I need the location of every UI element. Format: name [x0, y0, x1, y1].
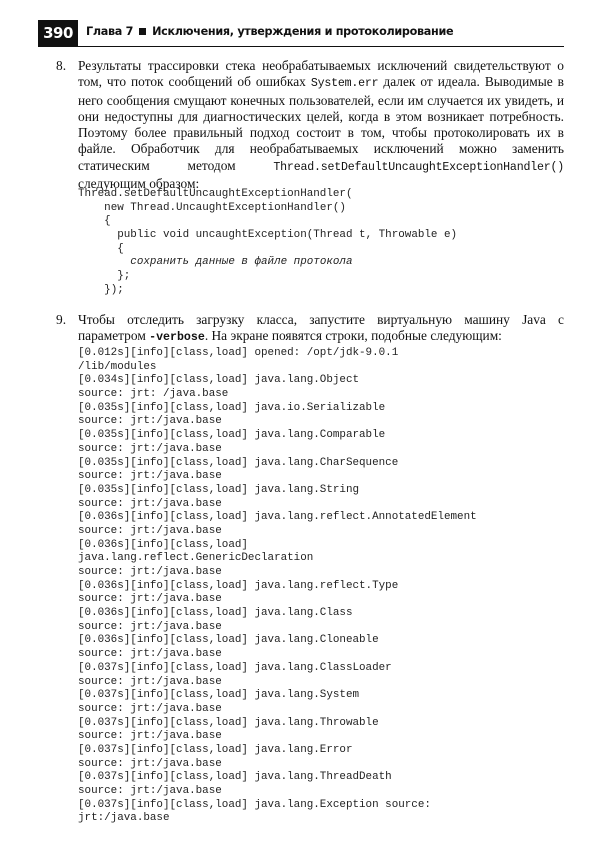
page-number: 390	[38, 20, 78, 46]
paragraph-text: . На экране появятся строки, подобные следующим:	[204, 328, 502, 344]
log-line: source: jrt:/java.base	[78, 648, 222, 661]
log-line: [0.035s][info][class,load] java.lang.Comparable	[78, 429, 386, 442]
square-bullet-icon	[139, 28, 146, 35]
page-header	[38, 20, 564, 50]
code-indent	[78, 243, 117, 255]
log-line: java.lang.reflect.GenericDeclaration	[78, 552, 314, 565]
code-block-handler	[78, 188, 457, 298]
log-line: [0.037s][info][class,load] java.lang.Error	[78, 743, 353, 756]
log-line: [0.037s][info][class,load] java.lang.Throwable	[78, 716, 379, 729]
log-line: source: jrt:/java.base	[78, 620, 222, 633]
log-line: source: jrt:/java.base	[78, 524, 222, 537]
paragraph-text: Чтобы отследить загрузку класса, запустите виртуальную машину Java с параметром	[78, 312, 564, 344]
chapter-label: Глава 7	[86, 25, 134, 38]
code-text: };	[117, 270, 131, 283]
code-indent	[78, 284, 104, 296]
code-text: });	[104, 283, 124, 296]
header-rule	[38, 46, 564, 47]
item-paragraph	[78, 312, 564, 347]
log-line: source: jrt: /java.base	[78, 388, 229, 401]
item-number: 8.	[56, 58, 67, 73]
log-line: [0.036s][info][class,load] java.lang.reflect.Type	[78, 579, 399, 592]
chapter-title: Исключения, утверждения и протоколирование	[152, 25, 454, 38]
code-indent	[78, 215, 104, 227]
code-line	[78, 270, 457, 284]
code-text: public void uncaughtException(Thread t, Throwable e)	[117, 229, 458, 242]
log-line: [0.037s][info][class,load] java.lang.System	[78, 689, 360, 702]
code-block-log	[78, 347, 477, 826]
log-line: source: jrt:/java.base	[78, 415, 222, 428]
code-text: {	[104, 215, 111, 228]
item-paragraph	[78, 58, 564, 192]
code-text: {	[117, 242, 124, 255]
inline-code: -verbose	[149, 331, 205, 345]
log-line: source: jrt:/java.base	[78, 566, 222, 578]
code-text: Thread.setDefaultUncaughtExceptionHandler(	[78, 188, 353, 200]
log-line: source: jrt:/java.base	[78, 730, 222, 743]
log-line: source: jrt:/java.base	[78, 675, 222, 688]
log-line: source: jrt:/java.base	[78, 470, 222, 483]
code-line	[78, 229, 457, 243]
inline-code: System.err	[310, 77, 379, 91]
log-line: source: jrt:/java.base	[78, 442, 222, 455]
code-text: new Thread.UncaughtExceptionHandler()	[104, 201, 346, 214]
log-line: source: jrt:/java.base	[78, 702, 222, 715]
log-line: [0.037s][info][class,load] java.lang.ThreadDeath	[78, 771, 392, 784]
code-line	[78, 243, 457, 257]
log-line: [0.035s][info][class,load] java.lang.CharSequence	[78, 456, 399, 469]
log-line: source: jrt:/java.base	[78, 593, 222, 606]
item-number: 9.	[56, 312, 67, 327]
log-line: [0.037s][info][class,load] java.lang.ClassLoader	[78, 661, 392, 674]
code-indent	[78, 270, 117, 282]
log-line: jrt:/java.base	[78, 812, 170, 825]
log-line: source: jrt:/java.base	[78, 785, 222, 797]
log-line: source: jrt:/java.base	[78, 757, 222, 770]
paragraph-text: Результаты трассировки стека необрабатываемых исключений свидетельствуют о том, что поток сообщений об ошибках	[78, 58, 564, 90]
inline-code: Thread.setDefaultUncaughtExceptionHandler()	[273, 160, 564, 174]
log-line: [0.036s][info][class,load] java.lang.Class	[78, 607, 353, 620]
log-line: [0.012s][info][class,load] opened: /opt/jdk-9.0.1	[78, 347, 399, 359]
log-line: [0.036s][info][class,load] java.lang.reflect.AnnotatedElement	[78, 511, 477, 524]
log-line: [0.036s][info][class,load]	[78, 538, 248, 551]
code-line	[78, 215, 457, 229]
code-indent	[78, 202, 104, 214]
code-indent	[78, 256, 130, 268]
code-indent	[78, 229, 117, 241]
code-line	[78, 188, 457, 202]
code-line	[78, 202, 457, 216]
log-line: [0.035s][info][class,load] java.lang.String	[78, 483, 360, 496]
log-line: source: jrt:/java.base	[78, 497, 222, 510]
paragraph-text: следующим образом:	[78, 176, 200, 192]
paragraph-text: далек от идеала. Выводимые в него сообщения смущают конечных пользователей, если им случается их увидеть, и они недоступны для диагностических целей, когда в этом возникает потребность. Поэтому более правильный подход состоит в том, чтобы протоколировать их в файле. Обработчик для необрабатываемых исключений можно заменить статическим методом	[78, 74, 564, 173]
log-line: [0.037s][info][class,load] java.lang.Exception source:	[78, 798, 431, 811]
log-line: [0.034s][info][class,load] java.lang.Object	[78, 374, 360, 387]
list-item-9	[56, 312, 564, 347]
running-head	[86, 25, 453, 38]
log-line: [0.036s][info][class,load] java.lang.Cloneable	[78, 634, 379, 647]
code-line	[78, 256, 457, 270]
code-comment: сохранить данные в файле протокола	[130, 256, 353, 269]
log-line: [0.035s][info][class,load] java.io.Serializable	[78, 401, 386, 414]
code-line	[78, 284, 457, 298]
list-item-8	[56, 58, 564, 192]
log-line: /lib/modules	[78, 360, 157, 373]
